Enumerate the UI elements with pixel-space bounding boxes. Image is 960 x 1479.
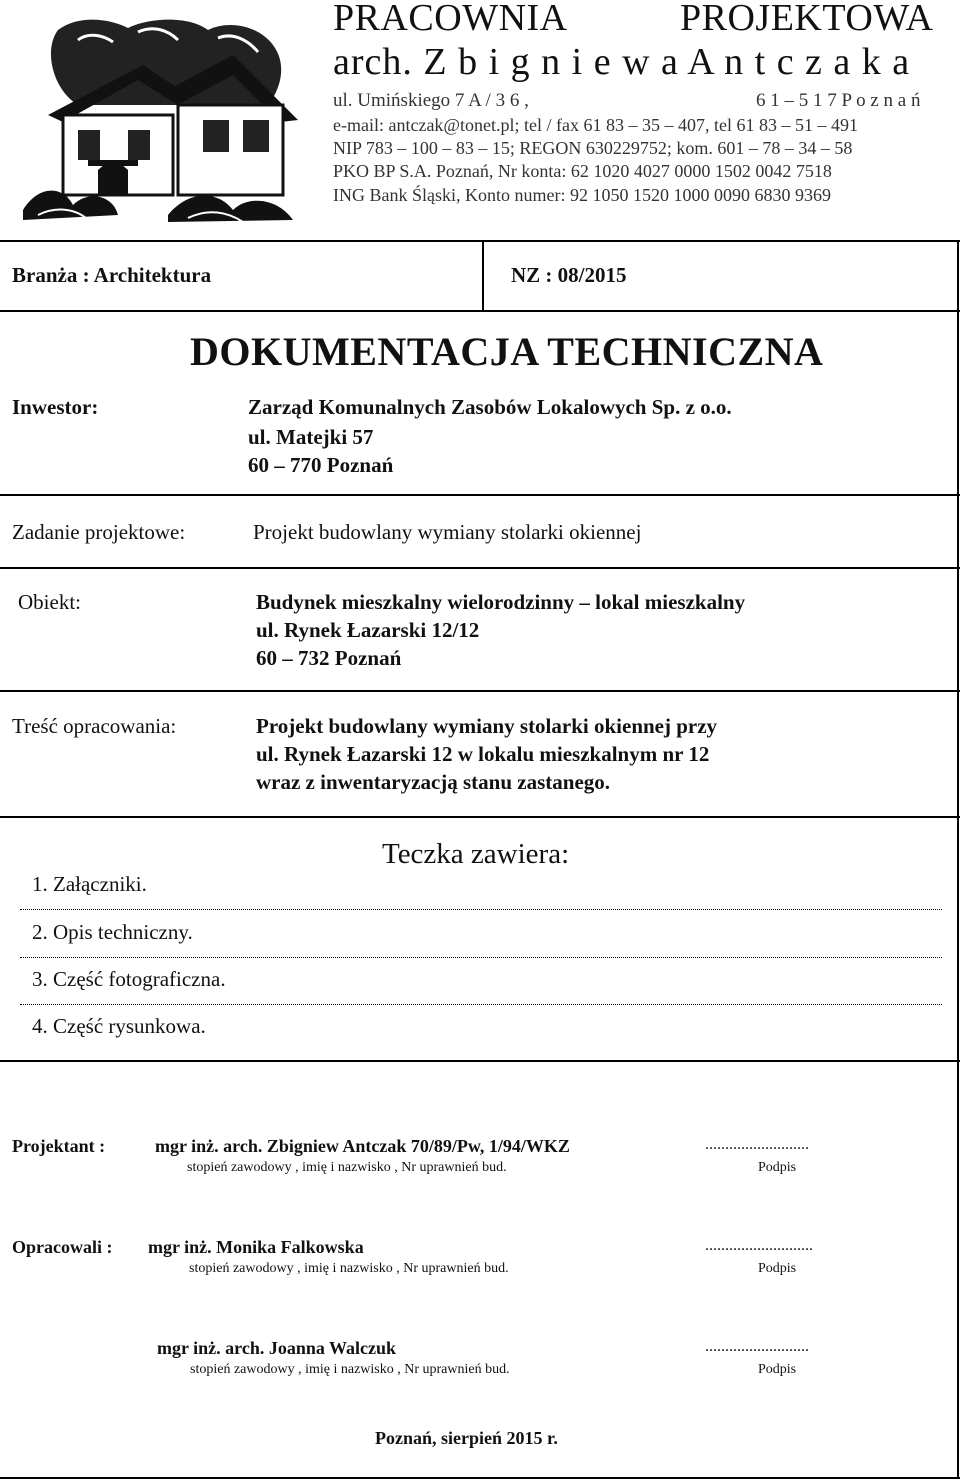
teczka-title: Teczka zawiera: bbox=[382, 838, 570, 870]
contact-line: e-mail: antczak@tonet.pl; tel / fax 61 83 – 35 – 407, tel 61 83 – 51 – 491 bbox=[333, 115, 858, 135]
inwestor-street: ul. Matejki 57 bbox=[248, 425, 374, 449]
address-city: 6 1 – 5 1 7 P o z n a ń bbox=[756, 90, 921, 111]
footer-place-date: Poznań, sierpień 2015 r. bbox=[375, 1428, 558, 1448]
opracowali-person1-name: mgr inż. Monika Falkowska bbox=[148, 1237, 364, 1257]
zadanie-value: Projekt budowlany wymiany stolarki okiennej bbox=[253, 520, 642, 544]
tresc-line2: ul. Rynek Łazarski 12 w lokalu mieszkalnym nr 12 bbox=[256, 742, 710, 766]
projektant-caption: stopień zawodowy , imię i nazwisko , Nr uprawnień bud. bbox=[187, 1160, 507, 1175]
zadanie-label: Zadanie projektowe: bbox=[12, 520, 186, 544]
projektant-sign-label: Podpis bbox=[758, 1160, 797, 1175]
house-logo-icon bbox=[18, 10, 318, 225]
opracowali-person2-sign-label: Podpis bbox=[758, 1362, 797, 1377]
studio-owner: arch. Z b i g n i e w a A n t c z a k a bbox=[333, 41, 911, 83]
nip-line: NIP 783 – 100 – 83 – 15; REGON 630229752; kom. 601 – 78 – 34 – 58 bbox=[333, 138, 853, 158]
inwestor-name: Zarząd Komunalnych Zasobów Lokalowych Sp. z o.o. bbox=[248, 395, 732, 419]
studio-name-right: PROJEKTOWA bbox=[680, 0, 934, 39]
opracowali-person1-signature-line: ........................... bbox=[705, 1237, 813, 1254]
opracowali-person2-signature-line: .......................... bbox=[705, 1338, 809, 1355]
teczka-item-4: 4. Część rysunkowa. bbox=[32, 1014, 206, 1038]
projektant-signature-line: .......................... bbox=[705, 1136, 809, 1153]
obiekt-line3: 60 – 732 Poznań bbox=[256, 646, 402, 670]
inwestor-label: Inwestor: bbox=[12, 395, 99, 419]
opracowali-person2-caption: stopień zawodowy , imię i nazwisko , Nr uprawnień bud. bbox=[190, 1362, 510, 1377]
bank-pko-line: PKO BP S.A. Poznań, Nr konta: 62 1020 4027 0000 1502 0042 7518 bbox=[333, 161, 832, 181]
teczka-item-3: 3. Część fotograficzna. bbox=[32, 967, 226, 991]
branza: Branża : Architektura bbox=[12, 263, 212, 287]
opracowali-label: Opracowali : bbox=[12, 1237, 113, 1257]
studio-name-left: PRACOWNIA bbox=[333, 0, 568, 39]
tresc-line3: wraz z inwentaryzacją stanu zastanego. bbox=[256, 770, 611, 794]
teczka-item-2: 2. Opis techniczny. bbox=[32, 920, 193, 944]
tresc-line1: Projekt budowlany wymiany stolarki okiennej przy bbox=[256, 714, 718, 738]
obiekt-line1: Budynek mieszkalny wielorodzinny – lokal mieszkalny bbox=[256, 590, 746, 614]
opracowali-person1-caption: stopień zawodowy , imię i nazwisko , Nr uprawnień bud. bbox=[189, 1261, 509, 1276]
obiekt-label: Obiekt: bbox=[18, 590, 81, 614]
opracowali-person2-name: mgr inż. arch. Joanna Walczuk bbox=[157, 1338, 397, 1358]
projektant-label: Projektant : bbox=[12, 1136, 106, 1156]
teczka-item-1: 1. Załączniki. bbox=[32, 872, 147, 896]
obiekt-line2: ul. Rynek Łazarski 12/12 bbox=[256, 618, 480, 642]
doc-title: DOKUMENTACJA TECHNICZNA bbox=[190, 329, 824, 374]
inwestor-city: 60 – 770 Poznań bbox=[248, 453, 394, 477]
opracowali-person1-sign-label: Podpis bbox=[758, 1261, 797, 1276]
tresc-label: Treść opracowania: bbox=[12, 714, 177, 738]
bank-ing-line: ING Bank Śląski, Konto numer: 92 1050 1520 1000 0090 6830 9369 bbox=[333, 185, 831, 205]
projektant-name: mgr inż. arch. Zbigniew Antczak 70/89/Pw, 1/94/WKZ bbox=[155, 1136, 570, 1156]
nz-number: NZ : 08/2015 bbox=[511, 263, 627, 287]
address-street: ul. Umińskiego 7 A / 3 6 , bbox=[333, 90, 529, 111]
